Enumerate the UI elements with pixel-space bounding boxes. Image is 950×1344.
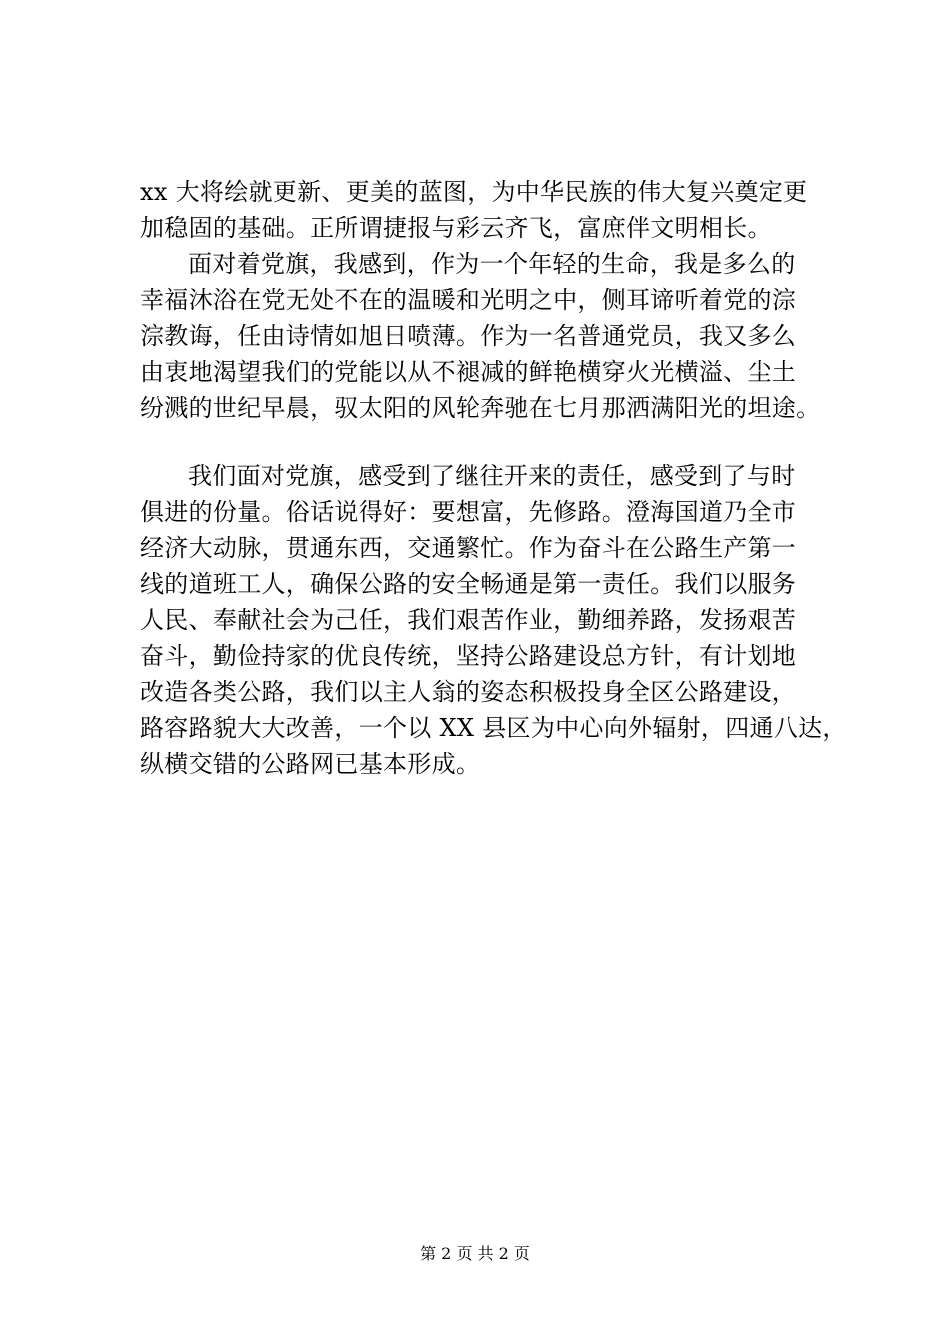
text-line: 线的道班工人，确保公路的安全畅通是第一责任。我们以服务	[140, 570, 797, 598]
text-line: 人民、奉献社会为己任，我们艰苦作业，勤细养路，发扬艰苦	[140, 606, 797, 634]
document-body	[140, 174, 847, 782]
paragraph-1	[140, 174, 828, 246]
text-line: 俱进的份量。俗话说得好：要想富，先修路。澄海国道乃全市	[140, 498, 797, 526]
text-line: 淙教诲，任由诗情如旭日喷薄。作为一名普通党员，我又多么	[140, 322, 797, 350]
text-line: 经济大动脉，贯通东西，交通繁忙。作为奋斗在公路生产第一	[140, 534, 797, 562]
text-line: 加稳固的基础。正所谓捷报与彩云齐飞，富庶伴文明相长。	[140, 214, 772, 242]
paragraph-2	[140, 246, 828, 426]
text-line: 由衷地渴望我们的党能以从不褪减的鲜艳横穿火光横溢、尘土	[140, 358, 797, 386]
text-line: 幸福沐浴在党无处不在的温暖和光明之中，侧耳谛听着党的淙	[140, 286, 797, 314]
text-line: 纵横交错的公路网已基本形成。	[140, 750, 481, 778]
paragraph-spacer	[140, 426, 828, 458]
paragraph-3	[140, 458, 847, 782]
text-line: xx 大将绘就更新、更美的蓝图，为中华民族的伟大复兴奠定更	[140, 178, 808, 206]
page-number-label: 第 2 页 共 2 页	[420, 1244, 530, 1263]
text-line: 我们面对党旗，感受到了继往开来的责任，感受到了与时	[188, 462, 796, 490]
text-line: 路容路貌大大改善，一个以 XX 县区为中心向外辐射，四通八达，	[140, 714, 847, 742]
text-line: 面对着党旗，我感到，作为一个年轻的生命，我是多么的	[188, 250, 796, 278]
text-line: 纷溅的世纪早晨，驭太阳的风轮奔驰在七月那洒满阳光的坦途。	[140, 394, 821, 422]
page-footer	[0, 1244, 950, 1264]
text-line: 奋斗，勤俭持家的优良传统，坚持公路建设总方针，有计划地	[140, 642, 797, 670]
text-line: 改造各类公路，我们以主人翁的姿态积极投身全区公路建设，	[140, 678, 797, 706]
